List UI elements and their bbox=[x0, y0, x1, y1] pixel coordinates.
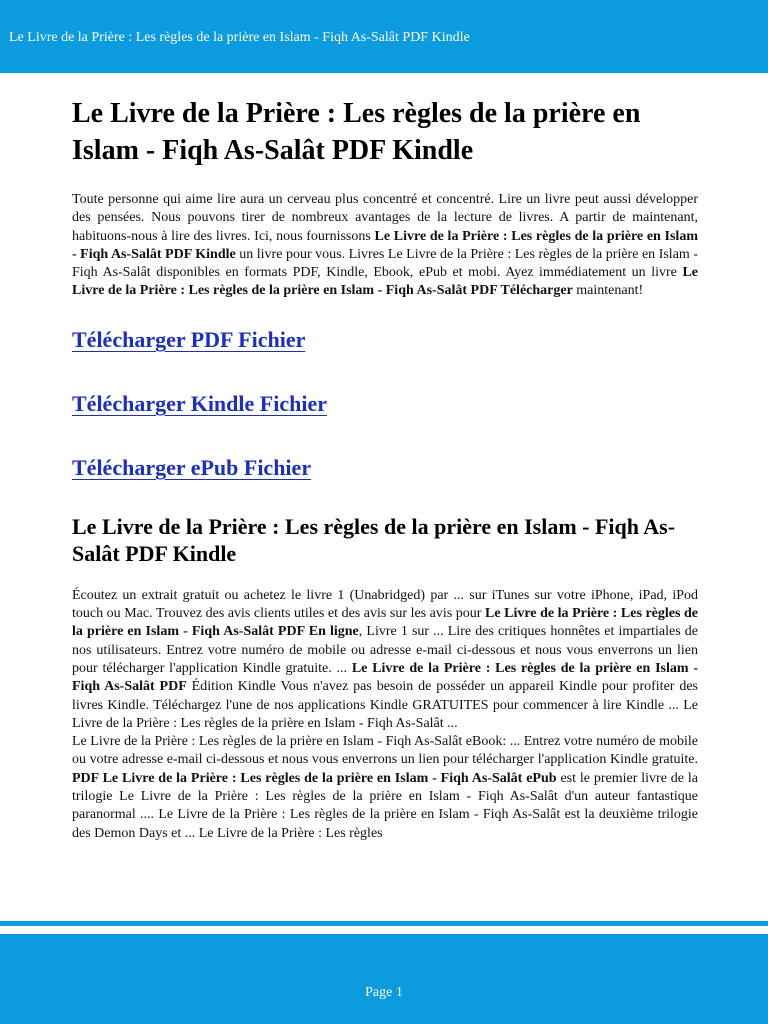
download-pdf-link[interactable]: Télécharger PDF Fichier bbox=[72, 326, 306, 352]
download-links bbox=[72, 325, 698, 517]
body2-text-1: Le Livre de la Prière : Les règles de la prière en Islam - Fiqh As-Salât eBook: ... Entrez votre numéro de mobile ou votre adresse e-mail ci-dessous et nous vous enverrons un lien pour télécharger l'application Kindle gratuite. bbox=[72, 734, 698, 768]
body1-bold-2: Le Livre de la Prière : Les règles de la prière en Islam - Fiqh As-Salât PDF bbox=[72, 660, 699, 695]
intro-bold-1: Le Livre de la Prière : Les règles de la prière en Islam - Fiqh As-Salât PDF Kindle bbox=[72, 228, 698, 262]
body-paragraph-2 bbox=[72, 733, 698, 843]
body1-text-1: Écoutez un extrait gratuit ou achetez le livre 1 (Unabridged) par ... sur iTunes sur votre iPhone, iPad, iPod touch ou Mac. Trouvez des avis clients utiles et des avis sur les avis pour bbox=[72, 587, 698, 622]
intro-text-2: un livre pour vous. Livres Le Livre de la Prière : Les règles de la prière en Islam - Fiqh As-Salât disponibles en formats PDF, Kindle, Ebook, ePub et mobi. Ayez immédiatement un livre bbox=[72, 246, 698, 281]
body1-bold-1: Le Livre de la Prière : Les règles de la prière en Islam - Fiqh As-Salât PDF En ligne bbox=[72, 606, 698, 640]
body2-bold-1: PDF Le Livre de la Prière : Les règles de la prière en Islam - Fiqh As-Salât ePub bbox=[72, 770, 557, 786]
download-kindle-link[interactable]: Télécharger Kindle Fichier bbox=[72, 390, 327, 416]
download-epub-link[interactable]: Télécharger ePub Fichier bbox=[72, 454, 312, 480]
header-title: Le Livre de la Prière : Les règles de la prière en Islam - Fiqh As-Salât PDF Kindle bbox=[9, 30, 470, 45]
page-title: Le Livre de la Prière : Les règles de la prière en Islam - Fiqh As-Salât PDF Kindle bbox=[72, 98, 641, 166]
intro-paragraph bbox=[72, 191, 698, 301]
body1-text-2: , Livre 1 sur ... Lire des critiques honnêtes et impartiales de nos utilisateurs. Entrez votre numéro de mobile ou adresse e-mail ci-dessous et nous vous enverrons un lien pour télécharger l'application Kindle gratuite. ... bbox=[72, 624, 698, 676]
section-title: Le Livre de la Prière : Les règles de la prière en Islam - Fiqh As-Salât PDF Kindle bbox=[72, 513, 676, 567]
body1-text-3: Édition Kindle Vous n'avez pas besoin de posséder un appareil Kindle pour profiter des livres Kindle. Téléchargez l'une de nos applications Kindle GRATUITES pour commencer à lire Kindle ... Le Livre de la Prière : Les règles de la prière en Islam - Fiqh As-Salât ... bbox=[72, 679, 698, 731]
intro-text-3: maintenant! bbox=[572, 283, 644, 299]
footer-divider bbox=[0, 921, 768, 926]
footer-bar bbox=[0, 934, 768, 1024]
document-content bbox=[72, 95, 698, 843]
body2-text-2: est le premier livre de la trilogie Le Livre de la Prière : Les règles de la prière en Islam - Fiqh As-Salât d'un auteur fantastique paranormal .... Le Livre de la Prière : Les règles de la prière en Islam - Fiqh As-Salât est la deuxième trilogie des Demon Days et ... Le Livre de la Prière : Les règles bbox=[72, 770, 698, 841]
intro-bold-2: Le Livre de la Prière : Les règles de la prière en Islam - Fiqh As-Salât PDF Télécharger bbox=[72, 265, 698, 299]
body-paragraph-1 bbox=[72, 587, 698, 733]
page-number: Page 1 bbox=[365, 985, 403, 1000]
intro-text-1: Toute personne qui aime lire aura un cerveau plus concentré et concentré. Lire un livre peut aussi développer des pensées. Nous pouvons tirer de nombreux avantages de la lecture de livres. A partir de maintenant, habituons-nous à lire des livres. Ici, nous fournissons bbox=[72, 192, 698, 244]
top-header-bar bbox=[0, 0, 768, 73]
